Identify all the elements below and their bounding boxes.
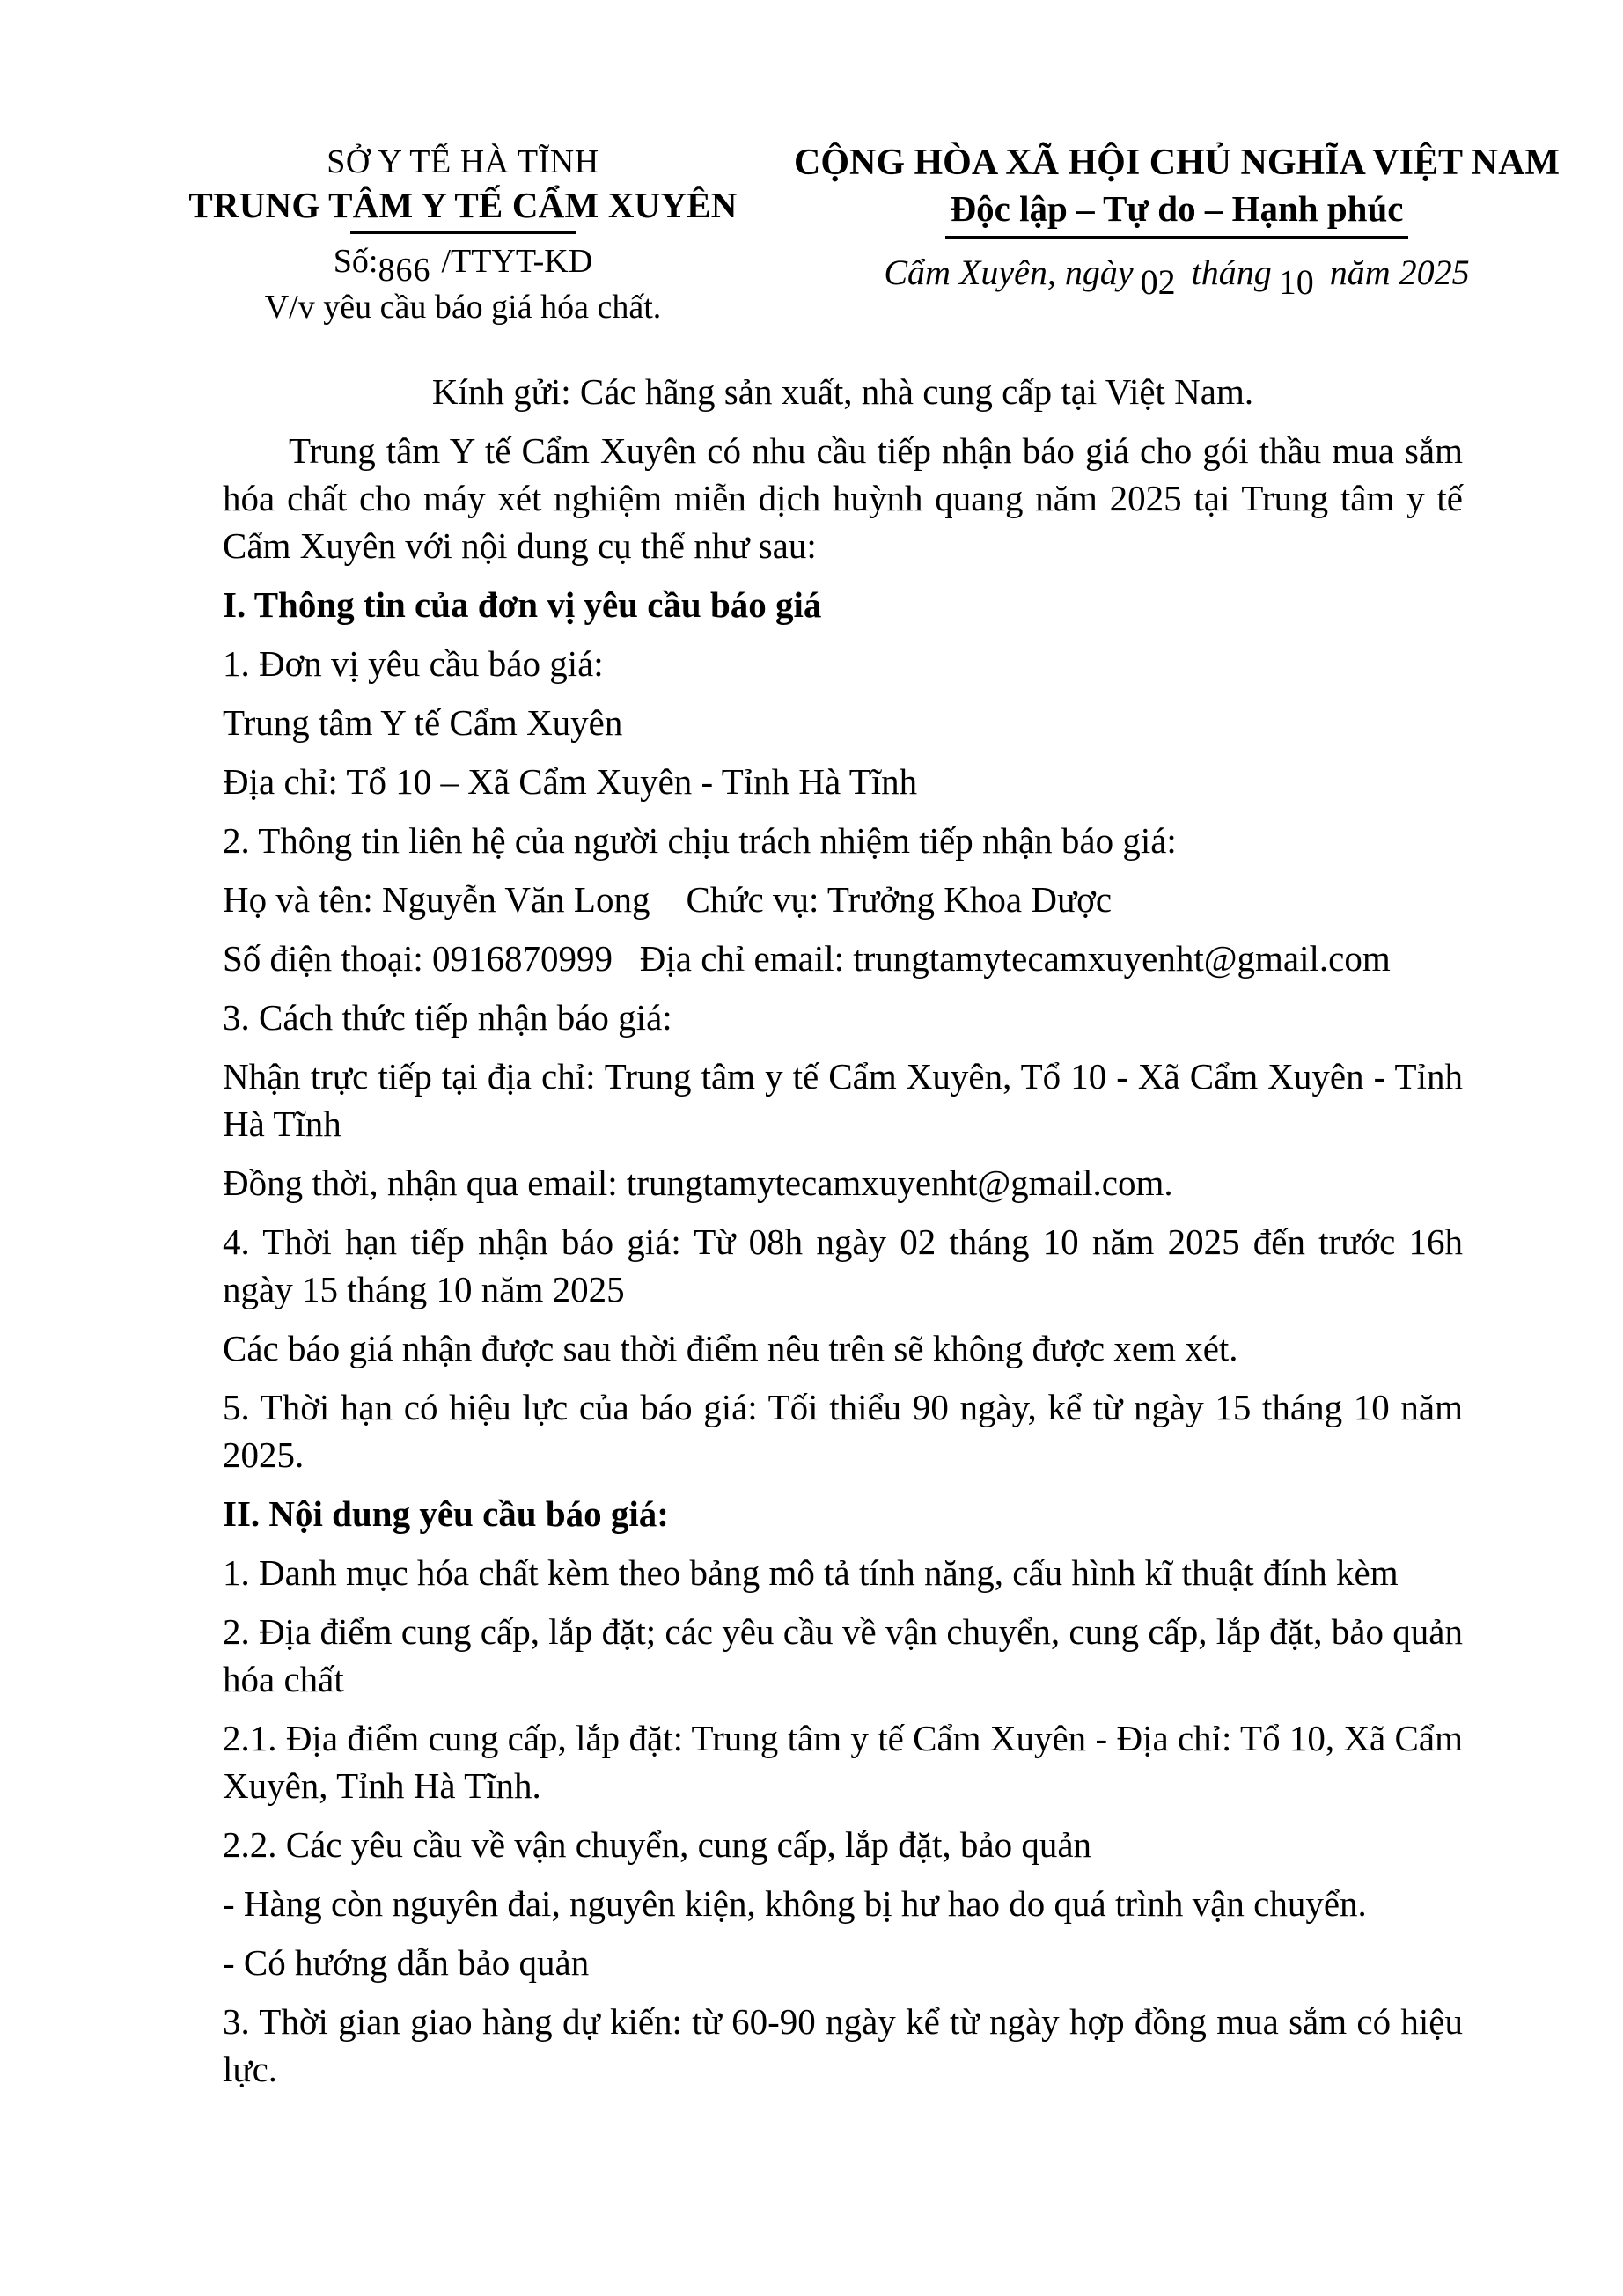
dateline-day: 02 <box>1140 262 1176 302</box>
dateline-nam: năm 2025 <box>1329 253 1470 292</box>
document-number-line <box>132 241 794 289</box>
s1-item1-unit-name: Trung tâm Y tế Cẩm Xuyên <box>223 702 623 743</box>
intro-paragraph: Trung tâm Y tế Cẩm Xuyên có nhu cầu tiếp nhận báo giá cho gói thầu mua sắm hóa chất cho máy xét nghiệm miễn dịch huỳnh quang năm 2025 tại Trung tâm y tế Cẩm Xuyên với nội dung cụ thể như sau: <box>223 430 1463 566</box>
national-motto: Độc lập – Tự do – Hạnh phúc <box>945 187 1409 239</box>
s2-item1-chemical-list: 1. Danh mục hóa chất kèm theo bảng mô tả tính năng, cấu hình kĩ thuật đính kèm <box>223 1552 1399 1593</box>
s1-item2-contact-name-title: Họ và tên: Nguyễn Văn Long Chức vụ: Trưởng Khoa Dược <box>223 879 1113 920</box>
s1-item3-direct-address: Nhận trực tiếp tại địa chỉ: Trung tâm y tế Cẩm Xuyên, Tổ 10 - Xã Cẩm Xuyên - Tỉnh Hà Tĩnh <box>223 1056 1463 1144</box>
s2-item2-2-transport-requirements: 2.2. Các yêu cầu về vận chuyển, cung cấp, lắp đặt, bảo quản <box>223 1824 1092 1865</box>
s2-item2-2-requirement-intact: - Hàng còn nguyên đai, nguyên kiện, không bị hư hao do quá trình vận chuyển. <box>223 1883 1367 1924</box>
s1-item2-label: 2. Thông tin liên hệ của người chịu trách nhiệm tiếp nhận báo giá: <box>223 820 1177 861</box>
org-underline <box>350 231 576 234</box>
national-title: CỘNG HÒA XÃ HỘI CHỦ NGHĨA VIỆT NAM <box>794 143 1561 183</box>
dateline-place: Cẩm Xuyên, ngày <box>884 253 1134 292</box>
section1-heading: I. Thông tin của đơn vị yêu cầu báo giá <box>223 584 822 625</box>
document-body <box>0 368 1623 2093</box>
dateline-month: 10 <box>1278 262 1314 302</box>
ref-number: 866 <box>378 252 431 289</box>
s2-item2-location-requirements: 2. Địa điểm cung cấp, lắp đặt; các yêu cầu về vận chuyển, cung cấp, lắp đặt, bảo quản hóa chất <box>223 1611 1463 1699</box>
s1-item5-validity: 5. Thời hạn có hiệu lực của báo giá: Tối thiểu 90 ngày, kể từ ngày 15 tháng 10 năm 2025. <box>223 1387 1463 1475</box>
parent-department-name: SỞ Y TẾ HÀ TĨNH <box>327 143 599 180</box>
s1-item4-deadline: 4. Thời hạn tiếp nhận báo giá: Từ 08h ngày 02 tháng 10 năm 2025 đến trước 16h ngày 15 tháng 10 năm 2025 <box>223 1221 1463 1309</box>
s1-item3-label: 3. Cách thức tiếp nhận báo giá: <box>223 997 672 1038</box>
s1-item3-email-address: Đồng thời, nhận qua email: trungtamytecamxuyenht@gmail.com. <box>223 1163 1173 1203</box>
s1-item1-label: 1. Đơn vị yêu cầu báo giá: <box>223 643 604 684</box>
s2-item2-2-requirement-storage: - Có hướng dẫn bảo quản <box>223 1942 590 1983</box>
document-subject: V/v yêu cầu báo giá hóa chất. <box>264 289 662 326</box>
s1-item2-phone-email: Số điện thoại: 0916870999 Địa chỉ email: trungtamytecamxuyenht@gmail.com <box>223 938 1391 979</box>
s2-item3-delivery-time: 3. Thời gian giao hàng dự kiến: từ 60-90 ngày kể từ ngày hợp đồng mua sắm có hiệu lực. <box>223 2001 1463 2089</box>
salutation-line: Kính gửi: Các hãng sản xuất, nhà cung cấp tại Việt Nam. <box>431 371 1254 412</box>
ref-suffix: /TTYT-KD <box>441 243 593 280</box>
s1-item4-late-note: Các báo giá nhận được sau thời điểm nêu trên sẽ không được xem xét. <box>223 1328 1238 1368</box>
issuing-org-block <box>132 141 794 327</box>
national-header-block <box>794 141 1561 302</box>
s1-item1-address: Địa chỉ: Tổ 10 – Xã Cẩm Xuyên - Tỉnh Hà Tĩnh <box>223 761 918 802</box>
ref-label: Số: <box>333 243 378 280</box>
dateline-thang: tháng <box>1191 253 1272 292</box>
organization-name: TRUNG TÂM Y TẾ CẨM XUYÊN <box>188 185 738 225</box>
section2-heading: II. Nội dung yêu cầu báo giá: <box>223 1493 669 1534</box>
place-date-line <box>794 252 1560 302</box>
s2-item2-1-delivery-location: 2.1. Địa điểm cung cấp, lắp đặt: Trung tâm y tế Cẩm Xuyên - Địa chỉ: Tổ 10, Xã Cẩm Xuyên, Tỉnh Hà Tĩnh. <box>223 1718 1463 1806</box>
document-header <box>0 0 1623 327</box>
